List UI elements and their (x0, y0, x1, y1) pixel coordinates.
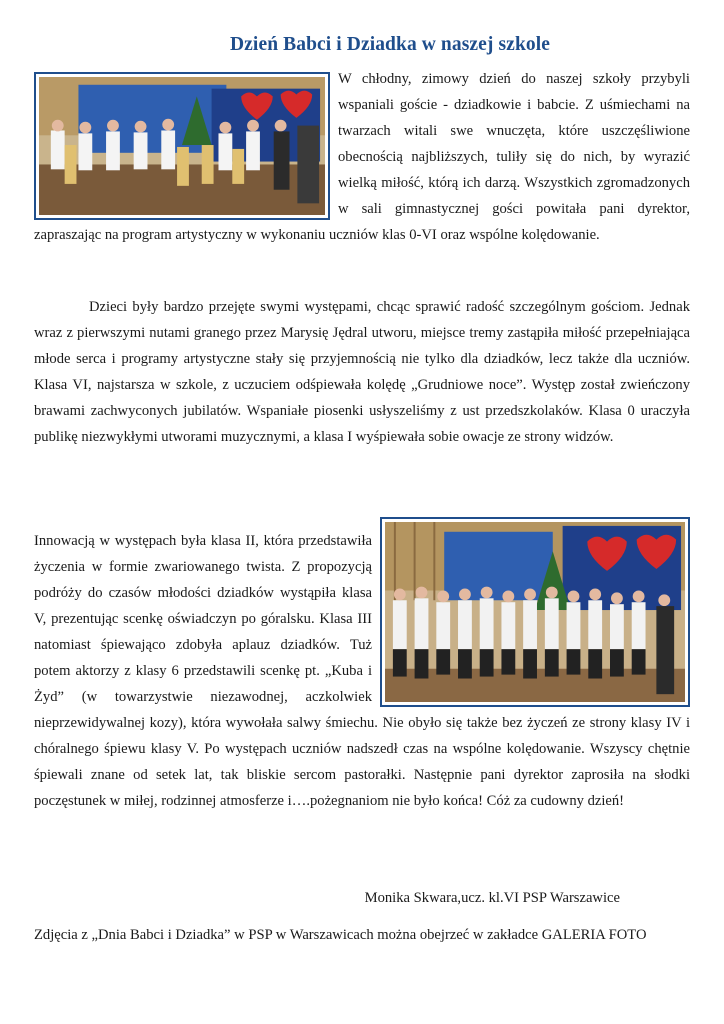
photo-choir-performance-image (385, 522, 685, 702)
paragraph-1-text: W chłodny, zimowy dzień do naszej szkoły przybyli wspaniali goście - dziadkowie i babcie. Z uśmiechami na twarzach witali swe wnuczęta, które uszczęśliwione obecnością najbliższych, tuliły się do nich, by wyrazić wielką miłość, którą ich darzą. Wszystkich zgromadzonych w sali gimnastycznej gości powitała pani dyrektor, zapraszając na program artystyczny w wykonaniu uczniów klas 0-VI oraz wspólne kolędowanie. (34, 71, 690, 243)
gallery-note: Zdjęcia z „Dnia Babci i Dziadka” w PSP w Warszawicach można obejrzeć w zakładce GALERIA FOTO (34, 927, 647, 943)
article-signature: Monika Skwara,ucz. kl.VI PSP Warszawice (364, 890, 620, 906)
photo-choir-performance (380, 517, 690, 707)
article-title: Dzień Babci i Dziadka w naszej szkole (229, 34, 551, 55)
paragraph-3-text: Innowacją w występach była klasa II, która przedstawiła życzenia w formie zwariowanego twista. Z propozycją podróży do czasów młodości dziadków wystąpiła klasa V, prezentując scenkę oświadczyn po góralsku. Klasa III natomiast śpiewająco zdobyła aplauz dziadków. Tuż potem aktorzy z klasy 6 przedstawili scenkę pt. „Kuba i Żyd” (w towarzystwie niezawodnej, aczkolwiek nieprzewidywalnej kozy), która wywołała salwy śmiechu. Nie obyło się także bez życzeń ze strony klasy IV i chóralnego śpiewu klasy V. Po występach uczniów nadszedł czas na wspólne kolędowanie. Wszyscy chętnie śpiewali znane od setek lat, tak bliskie sercom pastorałki. Następnie pani dyrektor zaprosiła na słodki poczęstunek w miłej, rodzinnej atmosferze i….pożegnaniom nie było końca! Cóż za cudowny dzień! (34, 533, 690, 809)
article-paragraph-2: Dzieci były bardzo przejęte swymi występami, chcąc sprawić radość szczególnym gościom. Jednak wraz z pierwszymi nutami granego przez Marysię Jędral utworu, miejsce tremy zastąpiła miłość przepełniająca młode serca i programy artystyczne stały się przyjemnością nie tylko dla dziadków, lecz także dla uczniów. Klasa VI, najstarsza w szkole, z uczuciem odśpiewała kolędę „Grudniowe noce”. Występ został zwieńczony brawami zachwyconych jubilatów. Wspaniałe piosenki usłyszeliśmy z ust przedszkolaków. Klasa 0 uraczyła publikę niezwykłymi utworami muzycznymi, a klasa I wyśpiewała sobie owacje ze strony widzów. (34, 299, 690, 445)
photo-children-performance-image (39, 77, 325, 215)
photo-children-performance (34, 72, 330, 220)
